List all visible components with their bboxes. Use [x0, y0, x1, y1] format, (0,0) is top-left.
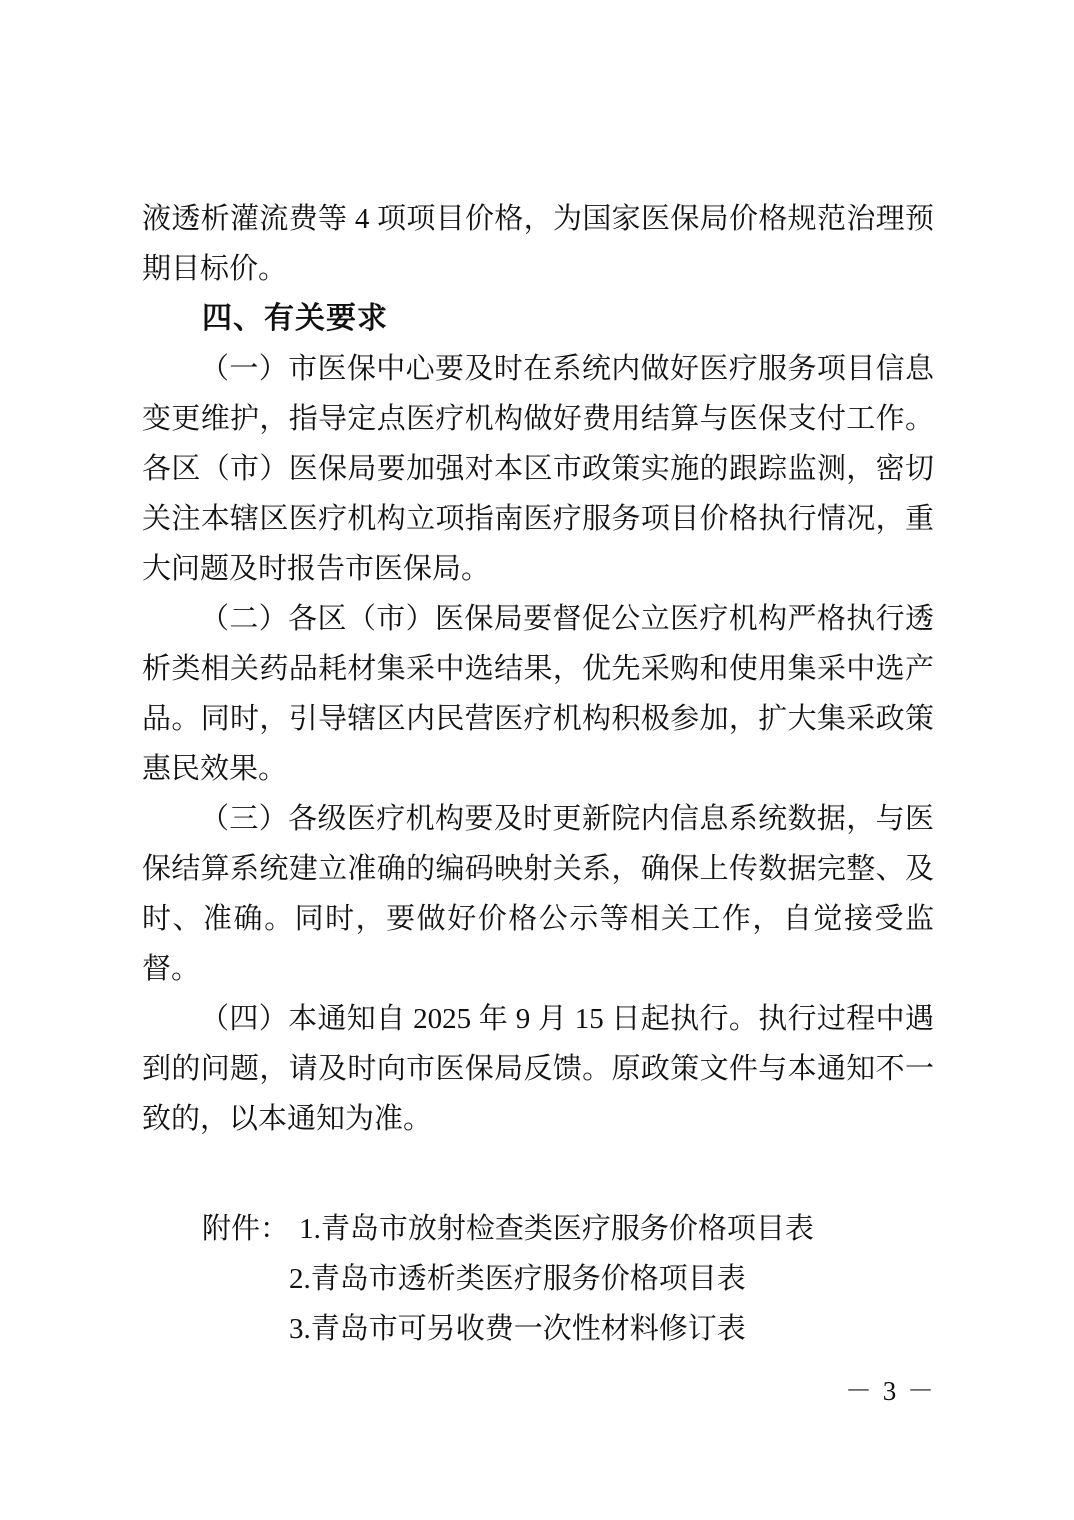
body-paragraph-1: （一）市医保中心要及时在系统内做好医疗服务项目信息变更维护，指导定点医疗机构做好费用结算与医保支付工作。各区（市）医保局要加强对本区市政策实施的跟踪监测，密切关注本辖区医疗机构立项指南医疗服务项目价格执行情况，重大问题及时报告市医保局。 — [142, 353, 934, 585]
attachment-line-1 — [202, 1204, 934, 1254]
attachments-label: 附件： — [202, 1213, 290, 1245]
continuation-paragraph: 液透析灌流费等 4 项项目价格，为国家医保局价格规范治理预期目标价。 — [142, 203, 934, 285]
section-heading: 四、有关要求 — [202, 302, 388, 335]
body-paragraph-2: （二）各区（市）医保局要督促公立医疗机构严格执行透析类相关药品耗材集采中选结果，优先采购和使用集采中选产品。同时，引导辖区内民营医疗机构积极参加，扩大集采政策惠民效果。 — [142, 603, 934, 785]
attachments-block — [202, 1204, 934, 1354]
attachment-item-1: 1.青岛市放射检查类医疗服务价格项目表 — [299, 1213, 814, 1245]
body-paragraph-4: （四）本通知自 2025 年 9 月 15 日起执行。执行过程中遇到的问题，请及时向市医保局反馈。原政策文件与本通知不一致的，以本通知为准。 — [142, 1003, 934, 1135]
attachment-item-2: 2.青岛市透析类医疗服务价格项目表 — [289, 1263, 746, 1295]
attachment-item-3: 3.青岛市可另收费一次性材料修订表 — [289, 1313, 746, 1345]
page-number: － 3 － — [845, 1376, 936, 1406]
document-body — [142, 194, 934, 1354]
body-paragraph-3: （三）各级医疗机构要及时更新院内信息系统数据，与医保结算系统建立准确的编码映射关系，确保上传数据完整、及时、准确。同时，要做好价格公示等相关工作，自觉接受监督。 — [142, 803, 934, 985]
